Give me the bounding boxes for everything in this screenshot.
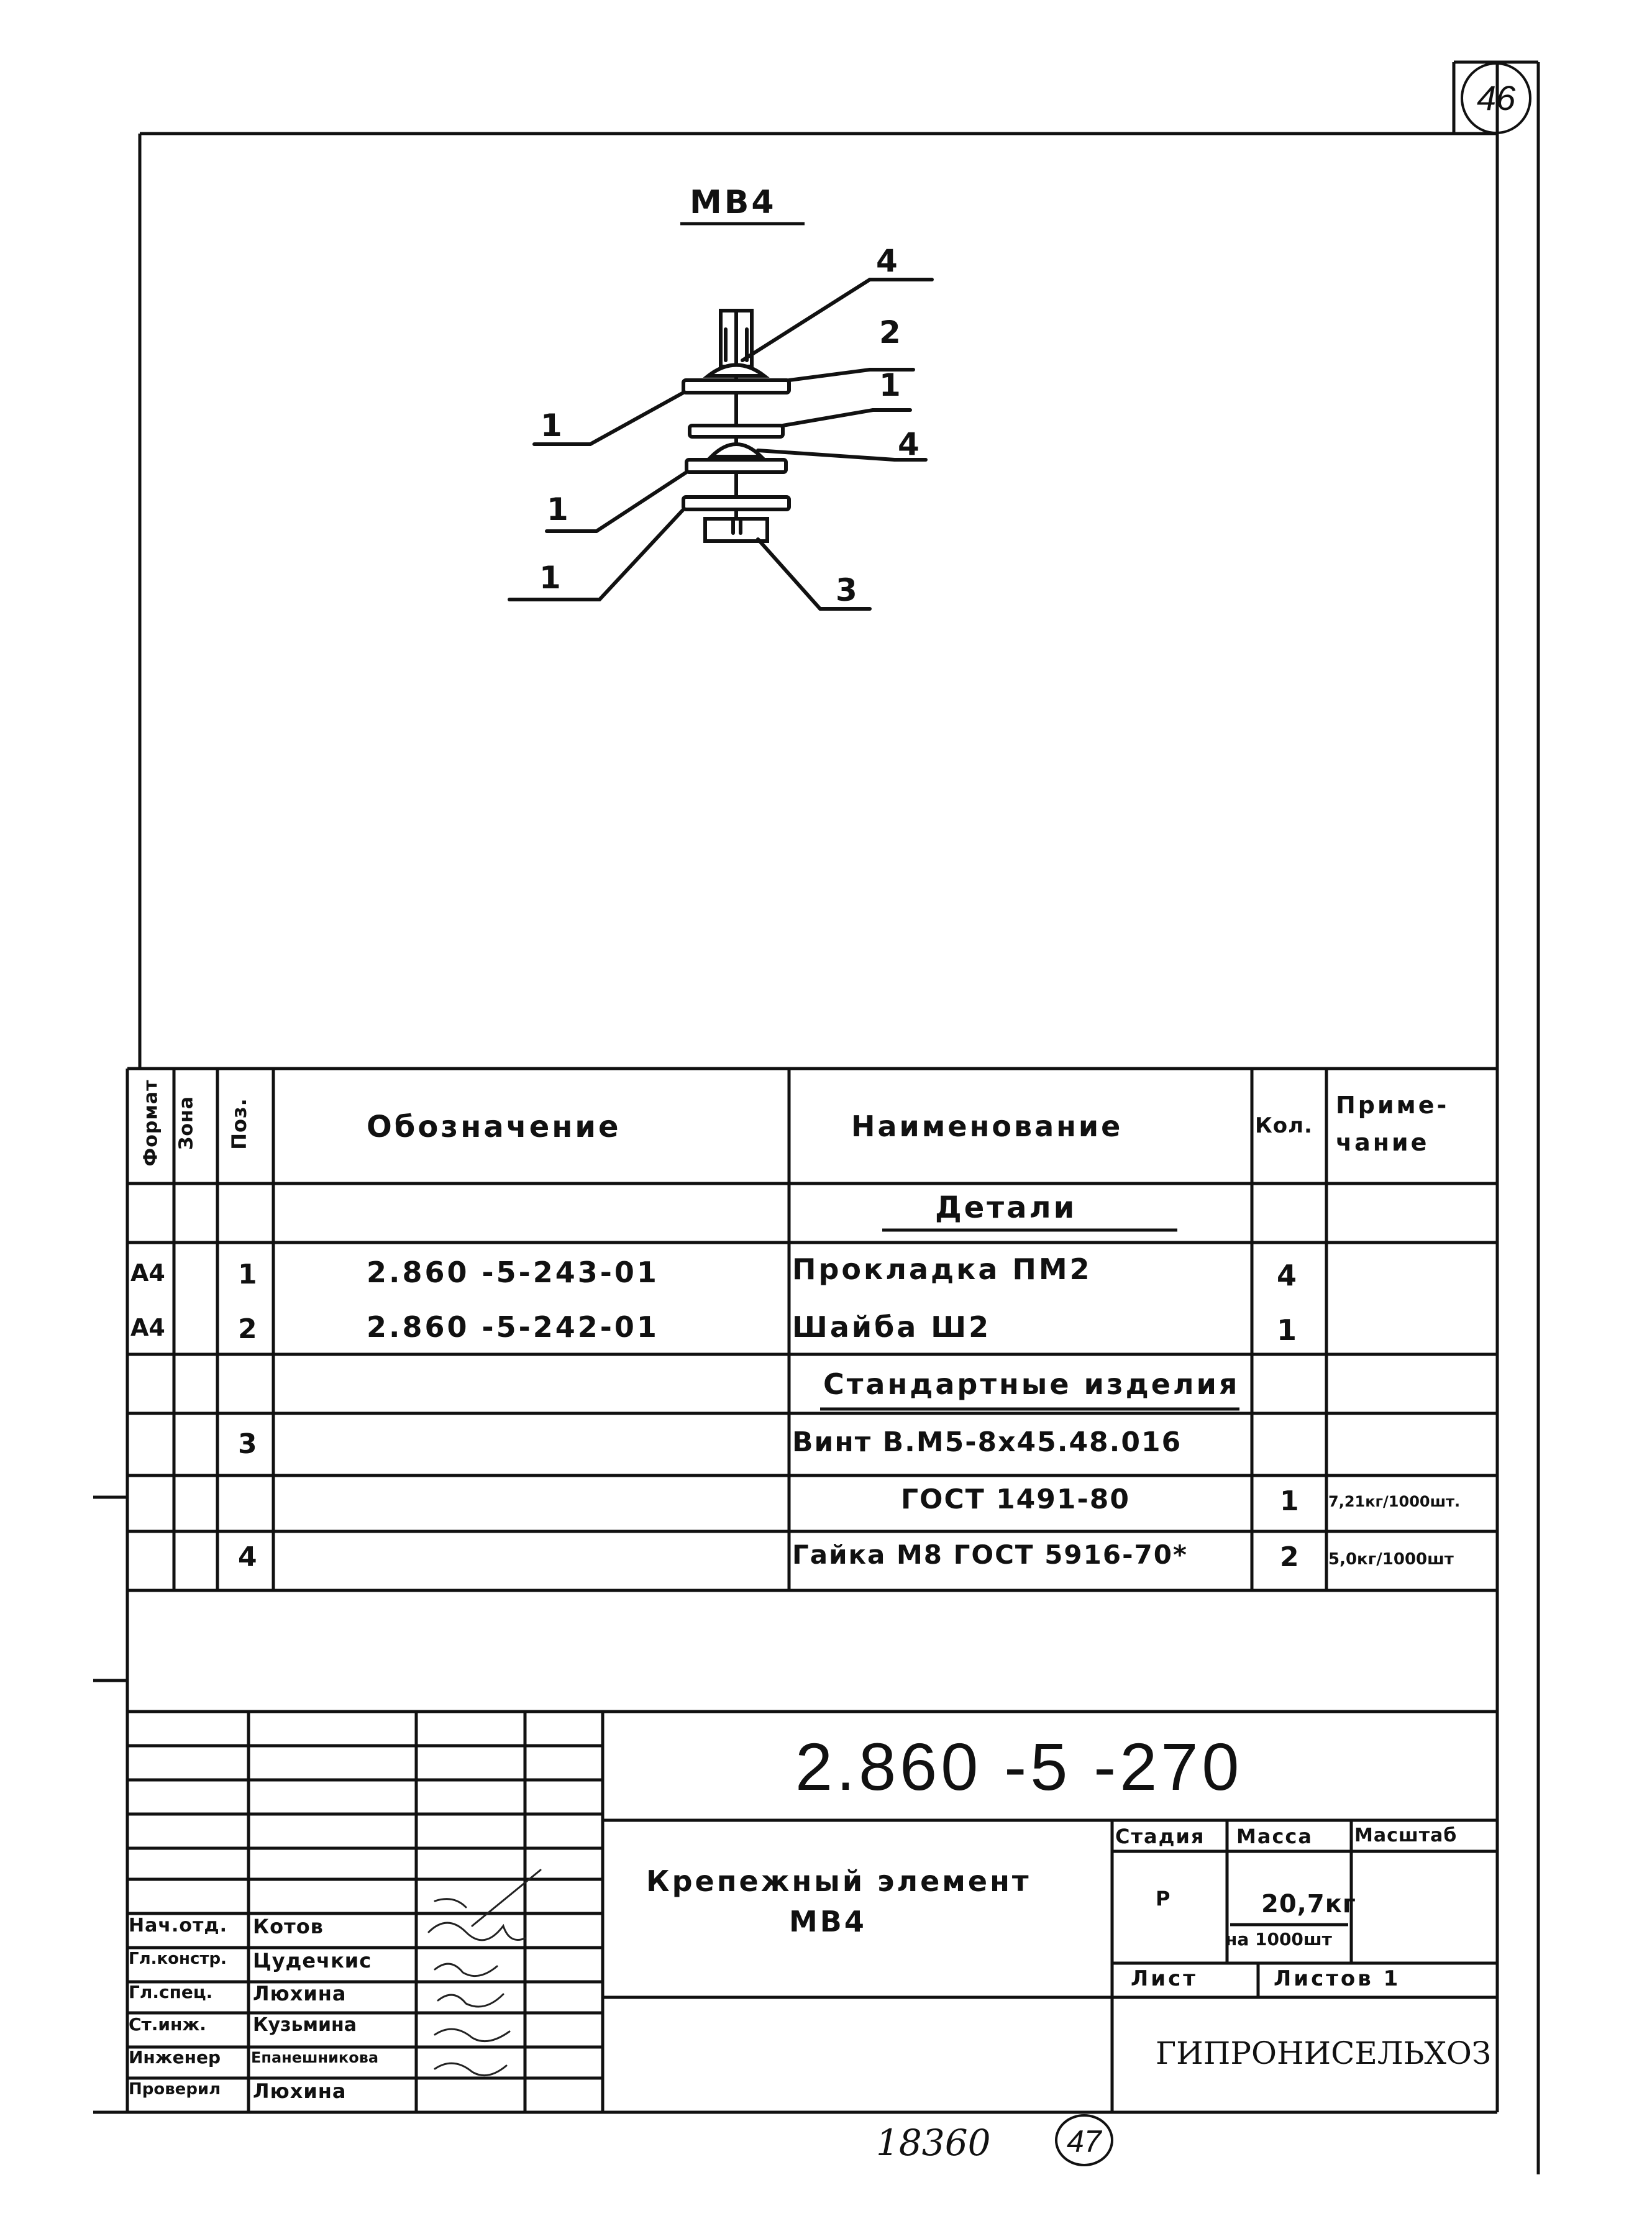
leader-label-2: 2 [879, 314, 903, 350]
product-name-line2: МВ4 [789, 1905, 867, 1938]
mass-label: Масса [1236, 1825, 1313, 1848]
scale-label: Масштаб [1354, 1825, 1458, 1846]
row1-pos: 1 [238, 1259, 260, 1290]
section-details: Детали [935, 1190, 1077, 1225]
header-qty: Кол. [1255, 1113, 1313, 1138]
sig-name-5: Епанешникова [251, 2049, 379, 2066]
sheets-label: Листов 1 [1274, 1966, 1401, 1991]
header-format: Формат [140, 1079, 162, 1167]
row2-name: Шайба Ш2 [792, 1310, 992, 1344]
mass-value: 20,7кг [1261, 1890, 1356, 1918]
leader-label-1-left-a: 1 [541, 408, 565, 444]
row1-designation: 2.860 -5-243-01 [367, 1256, 659, 1289]
handwritten-signatures [416, 1708, 603, 2112]
header-name: Наименование [851, 1110, 1123, 1143]
sig-role-2: Гл.констр. [129, 1949, 227, 1968]
leader-label-3: 3 [836, 572, 860, 608]
row1-format: А4 [130, 1259, 165, 1287]
sig-role-4: Ст.инж. [129, 2014, 206, 2035]
row3-pos: 3 [238, 1428, 260, 1460]
row5-qty: 2 [1280, 1541, 1302, 1573]
sheet-label: Лист [1131, 1966, 1198, 1991]
row1-name: Прокладка ПМ2 [792, 1252, 1092, 1286]
mass-unit: на 1000шт [1225, 1929, 1332, 1949]
header-designation: Обозначение [367, 1110, 621, 1144]
row1-qty: 4 [1277, 1259, 1300, 1292]
sheet-number-bottom: 47 [1067, 2124, 1102, 2159]
leader-label-4-mid: 4 [898, 426, 922, 462]
drawing-title: МВ4 [690, 184, 777, 221]
leader-label-1-left-b: 1 [547, 491, 571, 527]
row3-name: Винт В.М5-8х45.48.016 [792, 1426, 1182, 1458]
archive-number: 18360 [876, 2122, 991, 2164]
row4-qty: 1 [1280, 1485, 1302, 1517]
row5-note: 5,0кг/1000шт [1328, 1550, 1454, 1569]
sig-name-2: Цудечкис [253, 1949, 372, 1972]
sig-role-5: Инженер [129, 2047, 221, 2068]
product-name-line1: Крепежный элемент [646, 1864, 1031, 1898]
sig-role-1: Нач.отд. [129, 1915, 227, 1936]
header-note-line2: чание [1336, 1129, 1430, 1156]
sig-name-3: Люхина [253, 1982, 347, 2005]
row5-name: Гайка М8 ГОСТ 5916-70* [792, 1539, 1188, 1570]
leader-label-1-right: 1 [879, 367, 903, 403]
sig-name-4: Кузьмина [253, 2014, 357, 2036]
row2-pos: 2 [238, 1313, 260, 1345]
section-standard: Стандартные изделия [823, 1367, 1240, 1401]
stage-value: Р [1156, 1887, 1173, 1910]
sig-role-6: Проверил [129, 2080, 221, 2099]
row4-name: ГОСТ 1491-80 [901, 1484, 1131, 1515]
organization: ГИПРОНИСЕЛЬХОЗ [1156, 2035, 1492, 2071]
sig-name-1: Котов [253, 1915, 324, 1938]
document-number: 2.860 -5 -270 [795, 1729, 1243, 1804]
header-zone: Зона [175, 1096, 198, 1150]
row5-pos: 4 [238, 1541, 260, 1573]
leader-label-4-top: 4 [876, 243, 900, 279]
header-note-line1: Приме- [1336, 1092, 1449, 1119]
row4-note: 7,21кг/1000шт. [1328, 1493, 1461, 1510]
sig-name-6: Люхина [253, 2079, 347, 2103]
sig-role-3: Гл.спец. [129, 1982, 213, 2002]
stage-label: Стадия [1115, 1825, 1205, 1848]
header-pos: Поз. [227, 1098, 251, 1150]
sheet-number-top: 46 [1477, 78, 1516, 117]
row2-designation: 2.860 -5-242-01 [367, 1310, 659, 1344]
row2-format: А4 [130, 1314, 165, 1341]
leader-label-1-left-c: 1 [539, 560, 564, 596]
row2-qty: 1 [1277, 1313, 1300, 1347]
